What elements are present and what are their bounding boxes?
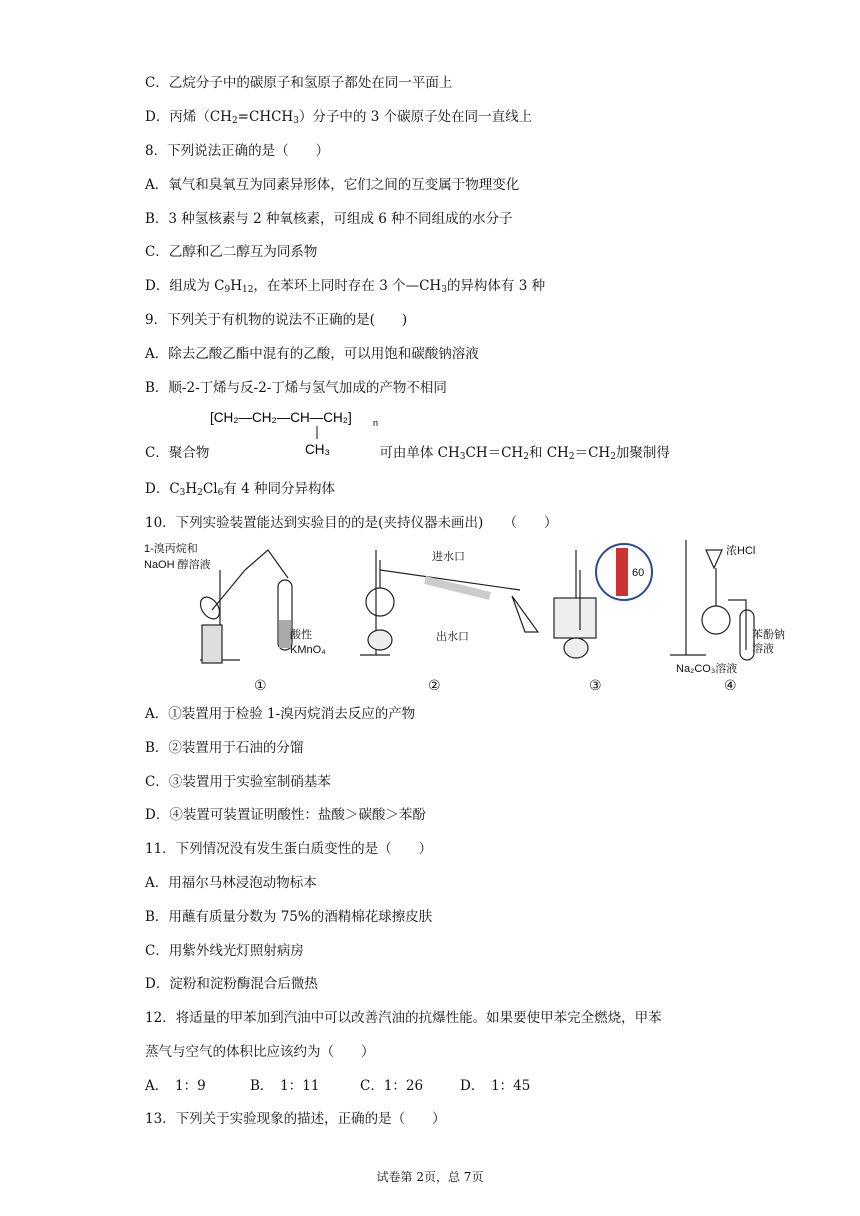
text: H [185, 481, 198, 497]
option-9a: A．除去乙酸乙酯中混有的乙酸，可以用饱和碳酸钠溶液 [145, 346, 479, 362]
kmno4-label-1: 酸性 [290, 629, 312, 641]
text: ，在苯环上同时存在 3 个—CH [253, 278, 442, 294]
apparatus-1 [144, 541, 326, 693]
text: 加聚制得 [615, 445, 670, 461]
text: 可由单体 CH [379, 445, 460, 461]
text: ）分子中的 3 个碳原子处在同一直线上 [298, 109, 533, 125]
option-10d: D．④装置可装置证明酸性：盐酸＞碳酸＞苯酚 [145, 807, 426, 823]
option-10b: B．②装置用于石油的分馏 [145, 740, 304, 756]
question-9: 9．下列关于有机物的说法不正确的是( ) [145, 312, 408, 328]
question-10: 10．下列实验装置能达到实验目的的是(夹持仪器未画出) （ ） [145, 515, 558, 531]
polymer-branch: CH₃ [305, 442, 330, 457]
label-num-2: ② [428, 677, 441, 693]
option-9c [145, 444, 670, 466]
text: C．聚合物 [145, 445, 210, 461]
option-12a: A． 1：9 [145, 1078, 206, 1094]
text: 和 CH [528, 445, 569, 461]
kmno4-label-2: KMnO₄ [290, 644, 326, 656]
polymer-chain: [CH₂—CH₂—CH—CH₂] [210, 410, 352, 425]
option-8a: A．氧气和臭氧互为同素异形体，它们之间的互变属于物理变化 [145, 177, 520, 193]
apparatus-2 [360, 549, 538, 693]
text: Cl [202, 481, 218, 497]
text: ＝CH [574, 445, 611, 461]
question-11: 11．下列情况没有发生蛋白质变性的是（ ） [145, 841, 433, 857]
option-11c: C．用紫外线光灯照射病房 [145, 943, 304, 959]
option-11a: A．用福尔马林浸泡动物标本 [145, 875, 317, 891]
text: H [230, 278, 242, 294]
label-num-3: ③ [589, 677, 602, 693]
phenol-label-2: 溶液 [752, 643, 774, 655]
subscript: 12 [241, 285, 254, 295]
question-8: 8．下列说法正确的是（ ） [145, 143, 330, 159]
option-10a: A．①装置用于检验 1-溴丙烷消去反应的产物 [145, 706, 416, 722]
apparatus-4 [670, 540, 785, 693]
subscript: 2 [610, 452, 616, 462]
option-10c: C．③装置用于实验室制硝基苯 [145, 774, 331, 790]
text: CH＝CH [465, 445, 524, 461]
option-11d: D．淀粉和淀粉酶混合后微热 [145, 976, 318, 992]
text: D．丙烯（CH [145, 109, 232, 125]
option-9d [145, 480, 335, 502]
subscript: 3 [179, 488, 186, 498]
text: D．组成为 C [145, 278, 225, 294]
option-12b: B． 1：11 [250, 1078, 320, 1094]
phenol-label-1: 苯酚钠 [752, 629, 785, 641]
label-num-1: ① [254, 677, 267, 693]
apparatus-3 [554, 544, 652, 693]
page-footer: 试卷第 2页，总 7页 [376, 1170, 484, 1184]
question-12-options [145, 1077, 530, 1095]
hcl-label: 浓HCl [726, 545, 756, 557]
option-12d: D． 1：45 [460, 1078, 531, 1094]
option-9b: B．顺-2-丁烯与反-2-丁烯与氢气加成的产物不相同 [145, 380, 447, 396]
polymer-n: n [373, 418, 379, 428]
text: =CHCH [237, 109, 294, 125]
text: 的异构体有 3 种 [446, 278, 546, 294]
subscript: 2 [568, 452, 575, 462]
text: 有 4 种同分异构体 [223, 481, 335, 497]
na2co3-label: Na₂CO₃溶液 [676, 663, 738, 675]
reagent-label-2: NaOH 醇溶液 [144, 559, 211, 571]
option-12c: C．1：26 [360, 1078, 424, 1094]
apparatus-figure [140, 540, 785, 698]
subscript: 3 [441, 285, 447, 295]
subscript: 2 [231, 116, 238, 126]
subscript: 3 [293, 116, 299, 126]
subscript: 9 [224, 285, 231, 295]
question-13: 13．下列关于实验现象的描述，正确的是（ ） [145, 1111, 446, 1127]
subscript: 3 [459, 452, 466, 462]
subscript: 2 [197, 488, 203, 498]
subscript: 2 [523, 452, 529, 462]
option-7d [145, 108, 532, 130]
water-in-label: 进水口 [432, 551, 465, 563]
thermo-reading: 60 [632, 567, 645, 579]
label-num-4: ④ [724, 677, 737, 693]
question-12-line-1: 12．将适量的甲苯加到汽油中可以改善汽油的抗爆性能。如果要使甲苯完全燃烧，甲苯 [145, 1010, 662, 1026]
option-11b: B．用蘸有质量分数为 75%的酒精棉花球擦皮肤 [145, 909, 433, 925]
water-out-label: 出水口 [436, 631, 469, 643]
reagent-label-1: 1-溴丙烷和 [144, 543, 198, 555]
option-8c: C．乙醇和乙二醇互为同系物 [145, 244, 318, 260]
option-7c: C．乙烷分子中的碳原子和氢原子都处在同一平面上 [145, 75, 453, 91]
subscript: 6 [217, 488, 224, 498]
question-12-line-2: 蒸气与空气的体积比应该约为（ ） [145, 1044, 375, 1060]
text: D．C [145, 481, 180, 497]
option-8d [145, 277, 545, 299]
option-8b: B．3 种氢核素与 2 种氧核素，可组成 6 种不同组成的水分子 [145, 211, 513, 227]
